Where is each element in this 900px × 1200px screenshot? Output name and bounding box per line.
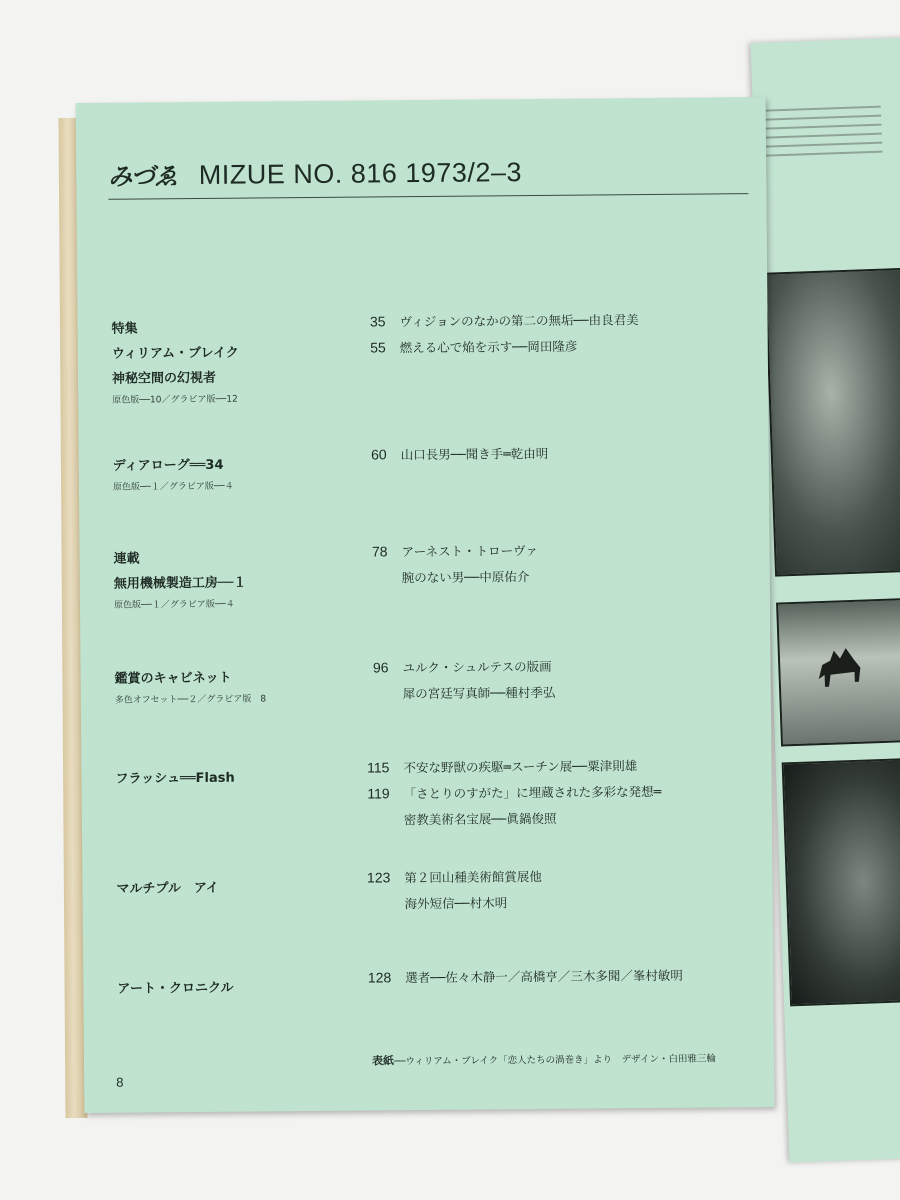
camel-illustration-photo (776, 597, 900, 746)
entry-title: フラッシュ══Flash (115, 770, 235, 787)
article-title: 選者──佐々木静一／高橋亨／三木多聞／峯村敏明 (405, 967, 683, 986)
article-title: 海外短信──村木明 (404, 895, 508, 912)
plate-count: 原色版──１／グラビア版──４ (113, 599, 235, 611)
article-title: 山口長男──聞き手═乾由明 (400, 445, 549, 463)
entry-title: 神秘空間の幻視者 (111, 370, 217, 387)
cover-credit-label: 表紙 (371, 1054, 395, 1068)
issue-title: MIZUE NO. 816 1973/2–3 (198, 157, 523, 190)
landscape-illustration-photo (782, 757, 900, 1006)
header-rule (108, 193, 748, 200)
article-title: ヴィジョンのなかの第二の無垢──由良君美 (399, 312, 639, 330)
toc-entry-heading (113, 454, 234, 493)
article-title: 密教美術名宝展──眞鍋俊照 (403, 810, 557, 828)
entry-title: ディアローグ══34 (112, 457, 224, 474)
article-title: 「さとりのすがた」に埋蔵された多彩な発想═ (403, 783, 662, 802)
article-title: 燃える心で焔を示す──岡田隆彦 (399, 338, 578, 356)
article-title: 不安な野獣の疾駆═スーチン展──粟津則雄 (403, 758, 638, 776)
page-ref: 35 (369, 313, 386, 330)
masthead (108, 153, 522, 192)
entry-title: ウィリアム・ブレイク (111, 345, 239, 362)
page-ref: 119 (367, 785, 390, 802)
article-title: アーネスト・トローヴァ (401, 543, 538, 560)
magazine-logo: みづゑ (108, 161, 177, 191)
entry-title: 無用機械製造工房──１ (113, 575, 247, 592)
article-title: ユルク・シュルテスの版画 (402, 658, 552, 676)
cover-credit (372, 1049, 716, 1068)
facing-page-caption (761, 99, 883, 164)
page-ref: 60 (371, 446, 387, 463)
page-ref: 123 (366, 869, 391, 886)
entry-title: 鑑賞のキャビネット (114, 670, 232, 687)
page-number: 8 (116, 1074, 124, 1090)
plate-count: 原色版──10／グラビア版──12 (112, 394, 238, 406)
plate-count: 多色オフセット──２／グラビア版 8 (114, 694, 267, 706)
page-ref: 78 (371, 543, 388, 560)
toc-entry-heading (115, 767, 234, 793)
blake-illustration-photo (765, 267, 900, 576)
article-title: 犀の宮廷写真師──種村季弘 (402, 684, 556, 702)
page-ref: 128 (367, 969, 392, 986)
toc-entry-heading (115, 666, 267, 705)
toc-entry-heading (111, 317, 239, 406)
page-ref: 55 (370, 339, 386, 356)
toc-entry-heading (117, 977, 233, 1003)
entry-title: アート・クロニクル (117, 980, 234, 997)
article-title: 第２回山種美術館賞展他 (404, 868, 542, 886)
plate-count: 原色版──１／グラビア版──４ (112, 481, 234, 493)
entry-title: マルチプル アイ (116, 880, 219, 897)
toc-entry-heading (113, 547, 246, 611)
toc-entry-heading (116, 877, 219, 903)
page-ref: 96 (372, 659, 389, 676)
cover-credit-text: ──ウィリアム・ブレイク「恋人たちの渦巻き」より デザイン・白田雅三輪 (393, 1053, 717, 1068)
article-title: 腕のない男──中原佑介 (401, 569, 530, 586)
page-ref: 115 (367, 759, 390, 776)
contents-page (76, 97, 775, 1113)
section-label: 特集 (111, 321, 138, 337)
camel-icon (809, 637, 871, 699)
section-label: 連載 (113, 551, 140, 567)
